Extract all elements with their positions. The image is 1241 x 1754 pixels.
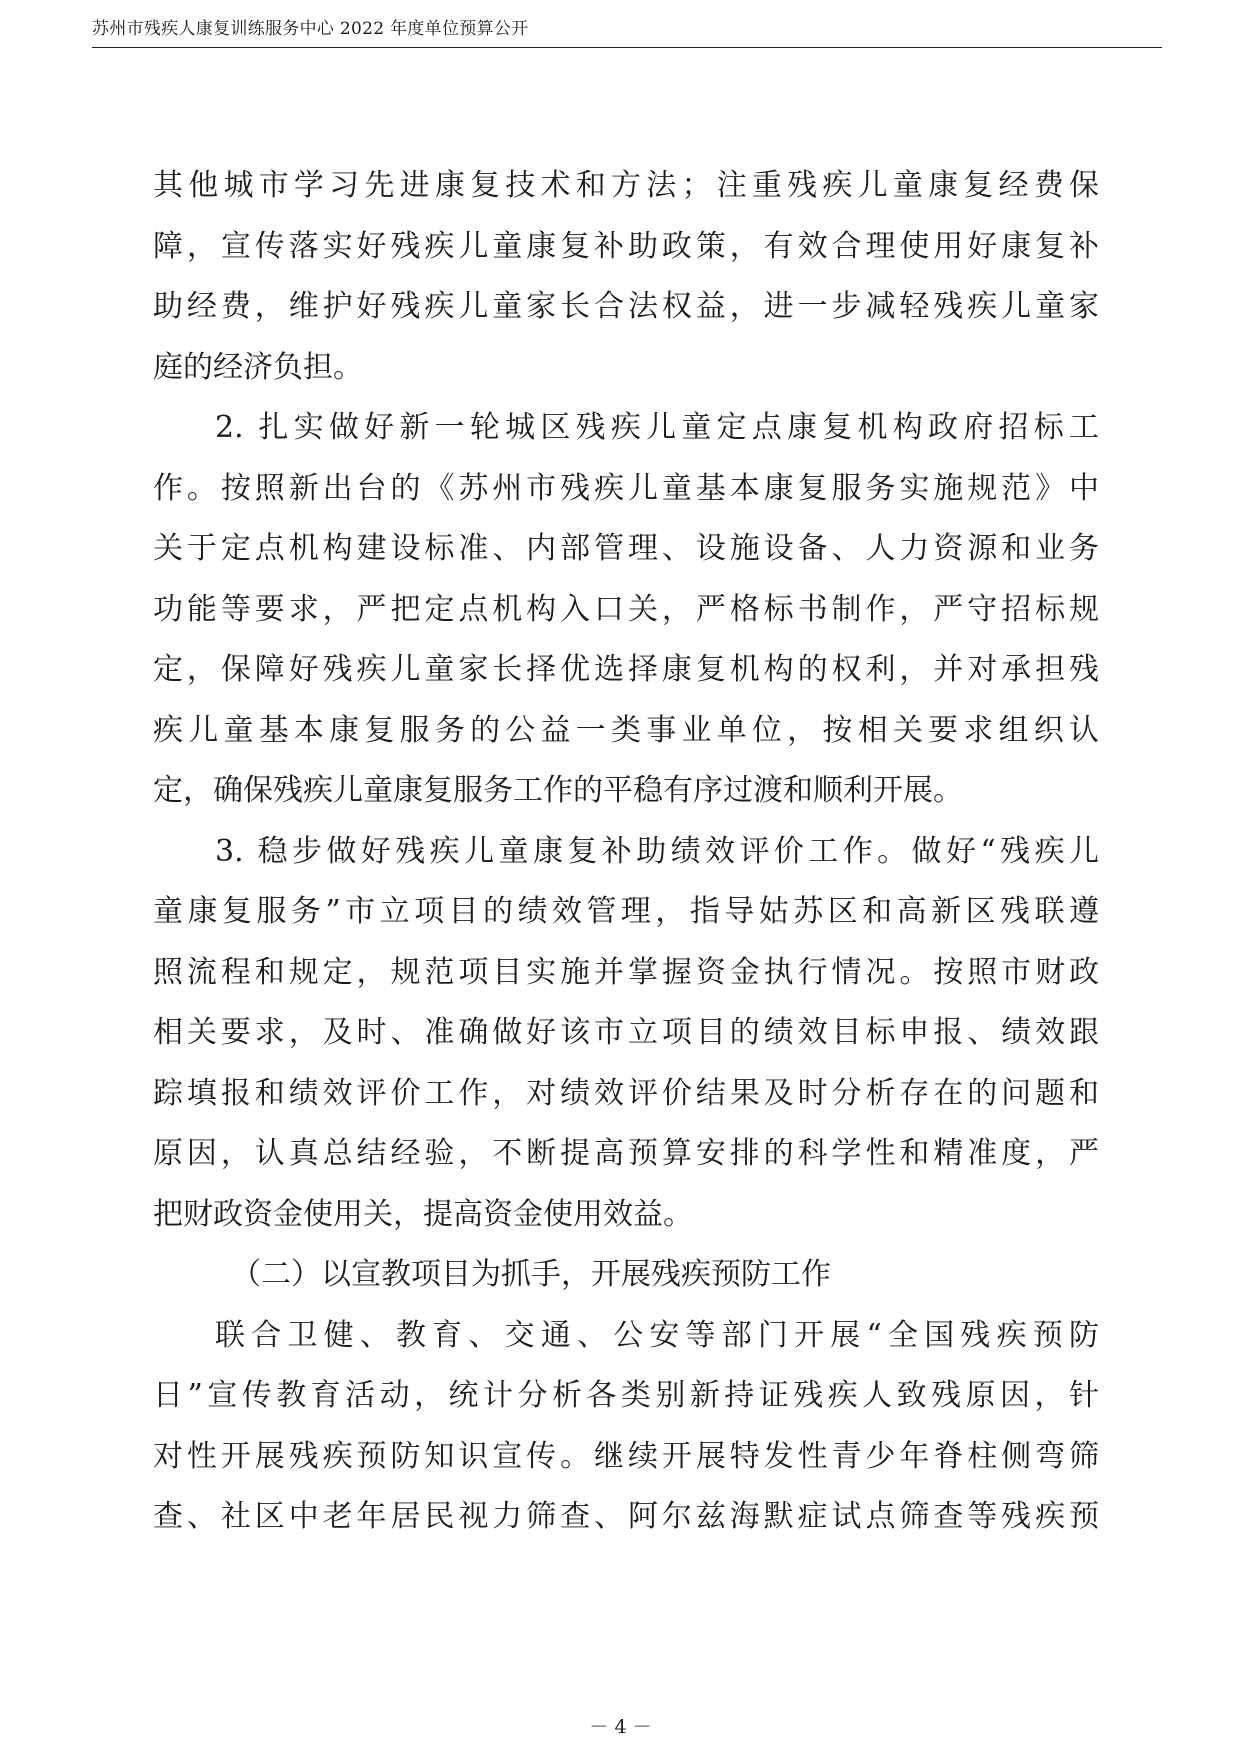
paragraph-line: 日”宣传教育活动，统计分析各类别新持证残疾人致残原因，针 (153, 1378, 1099, 1413)
paragraph-line: 其他城市学习先进康复技术和方法；注重残疾儿童康复经费保 (153, 168, 1099, 203)
body-text (153, 156, 1099, 1548)
page-number: － 4 － (589, 1716, 652, 1738)
section-heading: （二）以宣教项目为抓手，开展残疾预防工作 (231, 1257, 831, 1292)
paragraph-line: 助经费，维护好残疾儿童家长合法权益，进一步减轻残疾儿童家 (153, 289, 1099, 324)
paragraph-line: 定，保障好残疾儿童家长择优选择康复机构的权利，并对承担残 (153, 652, 1099, 687)
paragraph-line: 障，宣传落实好残疾儿童康复补助政策，有效合理使用好康复补 (153, 228, 1099, 264)
paragraph-line: 相关要求，及时、准确做好该市立项目的绩效目标申报、绩效跟 (153, 1015, 1099, 1050)
paragraph-line: 2. 扎实做好新一轮城区残疾儿童定点康复机构政府招标工 (215, 410, 1099, 445)
paragraph-line: 定，确保残疾儿童康复服务工作的平稳有序过渡和顺利开展。 (153, 773, 963, 808)
paragraph-line: 3. 稳步做好残疾儿童康复补助绩效评价工作。做好“残疾儿 (215, 833, 1099, 869)
paragraph-line: 童康复服务”市立项目的绩效管理，指导姑苏区和高新区残联遵 (153, 894, 1099, 929)
paragraph-line: 疾儿童基本康复服务的公益一类事业单位，按相关要求组织认 (153, 712, 1099, 748)
paragraph-line: 联合卫健、教育、交通、公安等部门开展“全国残疾预防 (215, 1317, 1099, 1353)
running-header: 苏州市残疾人康复训练服务中心 2022 年度单位预算公开 (92, 19, 529, 39)
paragraph-line: 踪填报和绩效评价工作，对绩效评价结果及时分析存在的问题和 (153, 1075, 1099, 1111)
paragraph-line: 功能等要求，严把定点机构入口关，严格标书制作，严守招标规 (153, 591, 1099, 627)
paragraph-line: 庭的经济负担。 (153, 349, 363, 385)
header-divider (92, 47, 1162, 48)
paragraph-line: 照流程和规定，规范项目实施并掌握资金执行情况。按照市财政 (153, 954, 1099, 990)
paragraph-line: 关于定点机构建设标准、内部管理、设施设备、人力资源和业务 (153, 531, 1099, 566)
paragraph-line: 原因，认真总结经验，不断提高预算安排的科学性和精准度，严 (153, 1136, 1099, 1171)
paragraph-line: 对性开展残疾预防知识宣传。继续开展特发性青少年脊柱侧弯筛 (153, 1438, 1099, 1474)
paragraph-line: 作。按照新出台的《苏州市残疾儿童基本康复服务实施规范》中 (153, 470, 1099, 506)
paragraph-line: 查、社区中老年居民视力筛查、阿尔兹海默症试点筛查等残疾预 (153, 1499, 1099, 1534)
paragraph-line: 把财政资金使用关，提高资金使用效益。 (153, 1196, 693, 1232)
